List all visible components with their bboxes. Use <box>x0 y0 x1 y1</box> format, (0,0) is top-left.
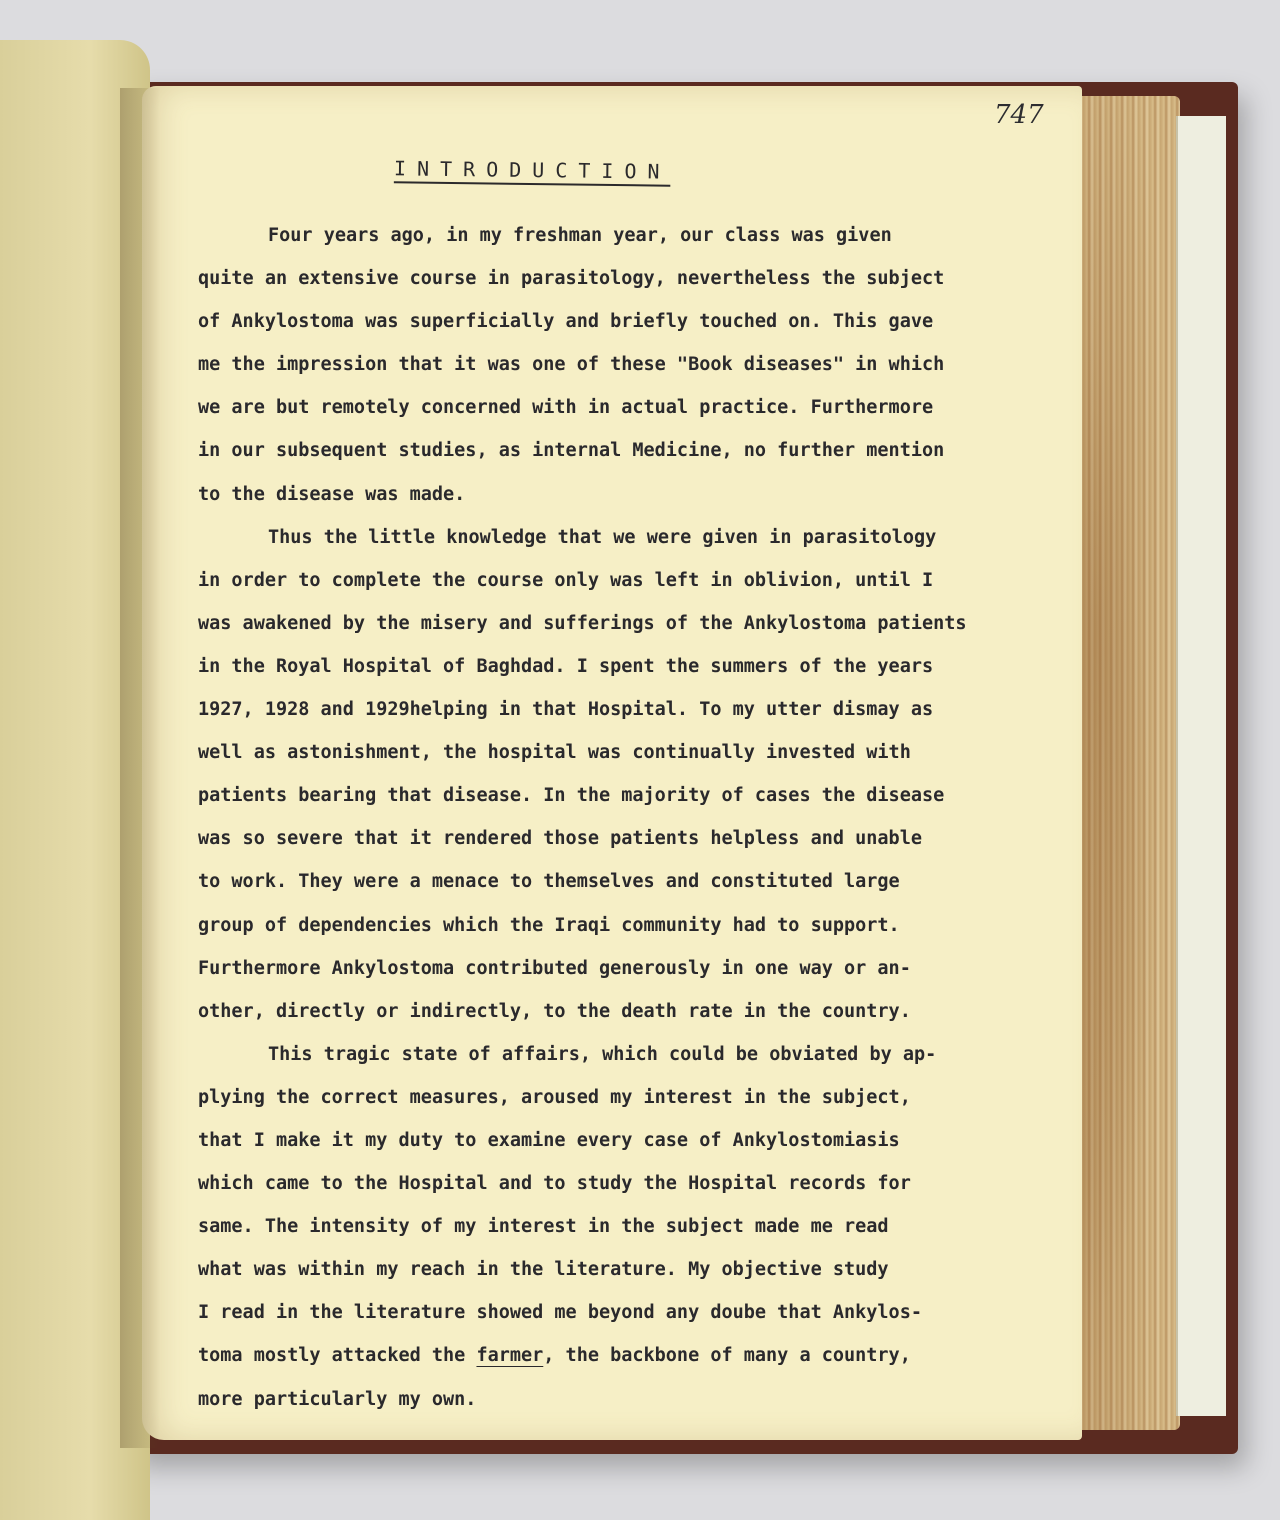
text-line: well as astonishment, the hospital was continually invested with <box>198 742 911 764</box>
page-number: 747 <box>994 100 1044 130</box>
back-endpaper <box>1176 116 1226 1416</box>
text-line: in our subsequent studies, as internal Medicine, no further mention <box>198 440 945 462</box>
text-line: group of dependencies which the Iraqi community had to support. <box>198 914 900 936</box>
text-line: of Ankylostoma was superficially and briefly touched on. This gave <box>198 311 934 333</box>
text-segment: , the backbone of many a country, <box>543 1345 911 1367</box>
text-segment: toma mostly attacked the <box>198 1345 477 1367</box>
text-line: more particularly my own. <box>198 1388 477 1410</box>
text-line: which came to the Hospital and to study the Hospital records for <box>198 1173 911 1195</box>
text-line: Furthermore Ankylostoma contributed generously in one way or an- <box>198 957 911 979</box>
text-line: quite an extensive course in parasitology, nevertheless the subject <box>198 268 945 290</box>
text-line <box>198 1334 1058 1377</box>
text-line: was so severe that it rendered those patients helpless and unable <box>198 828 922 850</box>
text-line: me the impression that it was one of these "Book diseases" in which <box>198 354 945 376</box>
text-line: same. The intensity of my interest in the subject made me read <box>198 1216 889 1238</box>
text-line: we are but remotely concerned with in actual practice. Furthermore <box>198 397 934 419</box>
typewritten-page <box>142 86 1082 1440</box>
text-line: that I make it my duty to examine every case of Ankylostomiasis <box>198 1129 900 1151</box>
gutter-shadow <box>120 88 160 1448</box>
text-line: This tragic state of affairs, which could be obviated by ap- <box>268 1043 937 1065</box>
text-line: other, directly or indirectly, to the death rate in the country. <box>198 1000 911 1022</box>
page-heading: INTRODUCTION <box>393 156 671 184</box>
text-line: to work. They were a menace to themselves and constituted large <box>198 871 900 893</box>
text-line: in the Royal Hospital of Baghdad. I spent the summers of the years <box>198 655 934 677</box>
body-text <box>198 214 1058 1421</box>
text-line: plying the correct measures, aroused my interest in the subject, <box>198 1086 911 1108</box>
text-line: in order to complete the course only was left in oblivion, until I <box>198 569 934 591</box>
text-line: patients bearing that disease. In the majority of cases the disease <box>198 785 945 807</box>
text-line: to the disease was made. <box>198 483 466 505</box>
text-line: 1927, 1928 and 1929helping in that Hospital. To my utter dismay as <box>198 699 934 721</box>
text-line: I read in the literature showed me beyond any doube that Ankylos- <box>198 1302 922 1324</box>
text-line: Four years ago, in my freshman year, our class was given <box>268 225 892 246</box>
underlined-word: farmer <box>476 1345 544 1367</box>
text-line: was awakened by the misery and sufferings of the Ankylostoma patients <box>198 612 967 634</box>
text-line: what was within my reach in the literature. My objective study <box>198 1259 889 1281</box>
text-line: Thus the little knowledge that we were given in parasitology <box>268 526 937 548</box>
